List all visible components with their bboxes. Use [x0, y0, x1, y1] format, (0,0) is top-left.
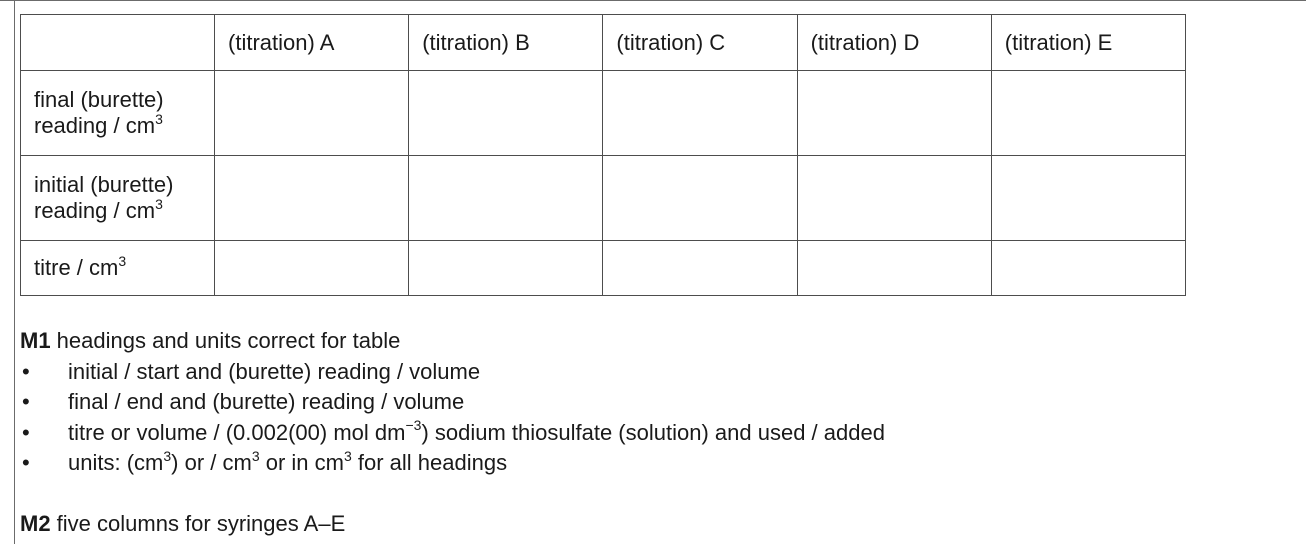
- bullet-text-post: ) sodium thiosulfate (solution) and used / added: [421, 419, 885, 445]
- bullet-icon: •: [22, 450, 30, 475]
- list-item: [20, 448, 1220, 479]
- header-cell-titration-e: (titration) E: [991, 15, 1185, 71]
- table-row-final-reading: [21, 71, 1186, 156]
- bullet-text-post: for all headings: [351, 450, 508, 475]
- list-item: [20, 418, 1220, 449]
- unit-superscript: 3: [155, 110, 163, 127]
- table-cell: [797, 71, 991, 156]
- spacer: [20, 479, 1220, 509]
- table-cell: [991, 71, 1185, 156]
- m1-text: headings and units correct for table: [50, 328, 401, 353]
- page-border-left: [14, 0, 15, 544]
- m2-label: M2: [20, 510, 51, 536]
- bullet-text-mid: or in cm: [259, 450, 344, 475]
- table-cell: [215, 156, 409, 241]
- table-cell: [797, 241, 991, 296]
- bullet-text-pre: units: (cm: [68, 450, 164, 475]
- row-label-line2: reading / cm: [34, 198, 156, 223]
- m2-point: [20, 509, 1220, 540]
- unit-superscript: 3: [251, 447, 260, 464]
- row-label-final-reading: [21, 71, 215, 156]
- table-cell: [409, 71, 603, 156]
- page-border-top: [0, 0, 1306, 1]
- row-label-line2: reading / cm: [34, 113, 156, 138]
- m1-label: M1: [20, 328, 51, 353]
- table-cell: [409, 156, 603, 241]
- table-cell: [603, 71, 797, 156]
- bullet-text-mid: ) or / cm: [171, 450, 252, 475]
- table-cell: [991, 156, 1185, 241]
- unit-superscript: 3: [155, 195, 163, 212]
- mark-scheme-notes: [20, 326, 1220, 539]
- unit-superscript: 3: [118, 252, 127, 269]
- header-cell-empty: [21, 15, 215, 71]
- table-cell: [215, 241, 409, 296]
- row-label-line1: final (burette): [34, 87, 164, 112]
- unit-superscript: −3: [405, 417, 422, 434]
- header-cell-titration-d: (titration) D: [797, 15, 991, 71]
- bullet-text: initial / start and (burette) reading / volume: [68, 358, 481, 384]
- bullet-text-pre: titre or volume / (0.002(00) mol dm: [68, 419, 406, 445]
- table-cell: [603, 241, 797, 296]
- table-row-titre: [21, 241, 1186, 296]
- results-table: [20, 14, 1186, 296]
- header-cell-titration-c: (titration) C: [603, 15, 797, 71]
- m1-bullet-list: [20, 357, 1220, 479]
- bullet-icon: •: [22, 419, 30, 445]
- bullet-icon: •: [22, 389, 30, 414]
- bullet-icon: •: [22, 358, 30, 384]
- table-cell: [603, 156, 797, 241]
- table-row-initial-reading: [21, 156, 1186, 241]
- header-cell-titration-a: (titration) A: [215, 15, 409, 71]
- row-label-line1: titre / cm: [34, 255, 119, 280]
- table-header-row: [21, 15, 1186, 71]
- row-label-titre: [21, 241, 215, 296]
- m2-text: five columns for syringes A–E: [50, 510, 346, 536]
- row-label-initial-reading: [21, 156, 215, 241]
- table-cell: [797, 156, 991, 241]
- table-cell: [215, 71, 409, 156]
- m1-point: [20, 326, 1220, 357]
- table-cell: [991, 241, 1185, 296]
- table-cell: [409, 241, 603, 296]
- row-label-line1: initial (burette): [34, 172, 174, 197]
- list-item: [20, 387, 1220, 418]
- unit-superscript: 3: [343, 447, 352, 464]
- list-item: [20, 357, 1220, 388]
- header-cell-titration-b: (titration) B: [409, 15, 603, 71]
- unit-superscript: 3: [163, 447, 172, 464]
- bullet-text: final / end and (burette) reading / volume: [68, 389, 465, 414]
